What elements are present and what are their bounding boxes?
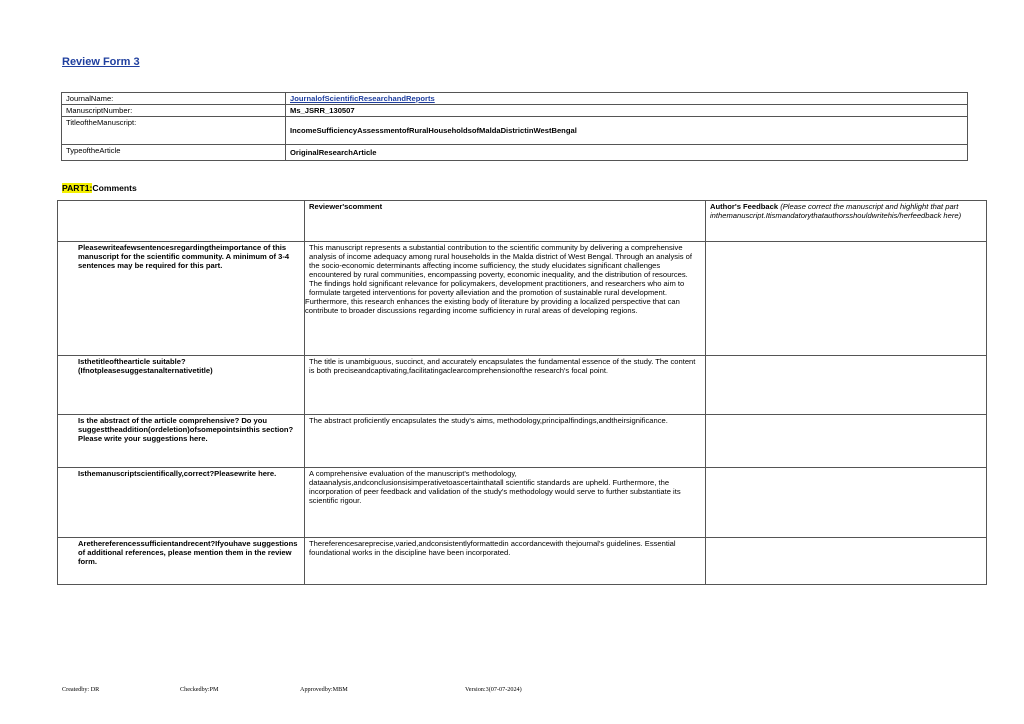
question-references: Arethereferencessufficientandrecent?Ifyouhave suggestions of additional references, please mention them in the review form. (58, 538, 305, 585)
author-feedback-title[interactable] (706, 356, 987, 415)
author-feedback-abstract[interactable] (706, 415, 987, 468)
part1-highlight: PART1: (62, 183, 93, 193)
reviewer-comment-scientific: A comprehensive evaluation of the manuscript's methodology, dataanalysis,andconclusionsisimperativetoascertainthatall scientific standards are upheld. Furthermore, the incorporation of peer feedback and validation of the study's methodology would serve to further substantiate its scientific rigour. (305, 468, 706, 538)
article-type-row (62, 145, 968, 161)
manuscript-title-text: IncomeSufficiencyAssessmentofRuralHouseholdsofMaldaDistrictinWestBengal (290, 126, 577, 135)
question-abstract: Is the abstract of the article comprehensive? Do you suggesttheaddition(ordeletion)ofsomepointsinthis section? Please write your suggestions here. (58, 415, 305, 468)
footer-approved-by: Approvedby:MBM (300, 686, 348, 693)
footer-created-by: Createdby: DR (62, 686, 100, 693)
manuscript-title-row (62, 117, 968, 145)
journal-name-value (286, 93, 968, 105)
comments-header-row (58, 201, 987, 242)
reviewer-comment-importance-p1: This manuscript represents a substantial contribution to the scientific community by delivering a comprehensive analysis of income adequacy among rural households in the Malda district of West Bengal. Through an analysis of the socio-economic determinants affecting income sufficiency, the study elucidates significant challenges encountered by rural communities, encompassing poverty, economic inequality, and the distribution of resources. The findings hold significant relevance for policymakers, development practitioners, and researchers who aim to formulate targeted interventions for poverty alleviation and the promotion of sustainable rural development. (309, 243, 692, 297)
author-feedback-references[interactable] (706, 538, 987, 585)
comment-row-references (58, 538, 987, 585)
journal-name-label: JournalName: (62, 93, 286, 105)
comment-row-importance (58, 242, 987, 356)
reviewer-comment-importance (305, 242, 706, 356)
manuscript-number-label: ManuscriptNumber: (62, 105, 286, 117)
author-feedback-label: Author's Feedback (710, 202, 779, 211)
page-title: Review Form 3 (62, 56, 140, 68)
reviewer-comment-abstract: The abstract proficiently encapsulates the study's aims, methodology,principalfindings,andtheirsignificance. (305, 415, 706, 468)
header-author-cell (706, 201, 987, 242)
header-question-cell (58, 201, 305, 242)
question-scientific: Isthemanuscriptscientifically,correct?Pleasewrite here. (58, 468, 305, 538)
author-feedback-instruction: (Please correct the manuscript and highlight that part inthemanuscript.Itismandatorythatauthorsshouldwritehis/herfeedback here) (710, 202, 962, 220)
manuscript-number-row (62, 105, 968, 117)
journal-name-row (62, 93, 968, 105)
comment-row-title (58, 356, 987, 415)
journal-name-link[interactable]: JournalofScientificResearchandReports (290, 94, 435, 103)
manuscript-title-label: TitleoftheManuscript: (62, 117, 286, 145)
manuscript-info-table (61, 92, 968, 161)
footer-checked-by: Checkedby:PM (180, 686, 219, 693)
manuscript-number-value: Ms_JSRR_130507 (286, 105, 968, 117)
article-type-value: OriginalResearchArticle (286, 145, 968, 161)
reviewer-comment-importance-p2: Furthermore, this research enhances the existing body of literature by providing a localized perspective that can contribute to broader discussions regarding income sufficiency in rural areas of developing regions. (305, 297, 680, 315)
comment-row-abstract (58, 415, 987, 468)
reviewer-comment-references: Thereferencesareprecise,varied,andconsistentlyformattedin accordancewith thejournal's guidelines. Essential foundational works in the discipline have been incorporated. (305, 538, 706, 585)
comment-row-scientific (58, 468, 987, 538)
article-type-label: TypeoftheArticle (62, 145, 286, 161)
part1-heading (62, 183, 137, 193)
question-importance: Pleasewriteafewsentencesregardingtheimportance of this manuscript for the scientific community. A minimum of 3-4 sentences may be required for this part. (58, 242, 305, 356)
reviewer-comment-title: The title is unambiguous, succinct, and accurately encapsulates the fundamental essence of the study. The content is both preciseandcaptivating,facilitatingaclearcomprehensionofthe research's focal point. (305, 356, 706, 415)
author-feedback-importance[interactable] (706, 242, 987, 356)
part1-label: Comments (92, 183, 137, 193)
footer-version: Version:3(07-07-2024) (465, 686, 522, 693)
manuscript-title-value (286, 117, 968, 145)
author-feedback-scientific[interactable] (706, 468, 987, 538)
header-reviewer-cell: Reviewer'scomment (305, 201, 706, 242)
comments-table (57, 200, 987, 585)
question-title: Isthetitleofthearticle suitable? (Ifnotpleasesuggestanalternativetitle) (58, 356, 305, 415)
